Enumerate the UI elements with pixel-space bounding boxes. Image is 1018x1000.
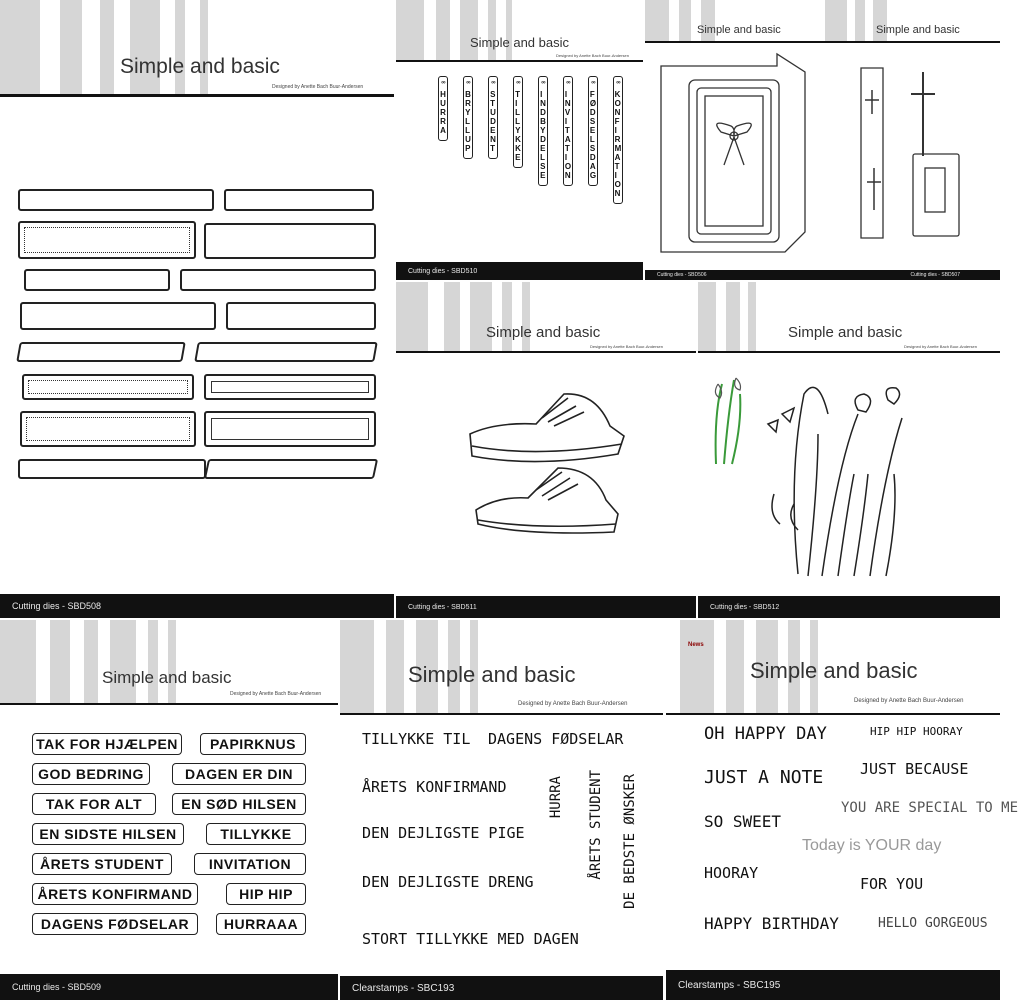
- label-die-flag-right: [180, 269, 376, 291]
- stamp-phrase-vertical: HURRA: [548, 776, 564, 819]
- tag-hole-icon: ∞: [491, 80, 495, 86]
- stamp-phrase: DEN DEJLIGSTE DRENG: [362, 873, 534, 891]
- product-panel-sbd511[interactable]: [396, 282, 696, 618]
- label-die-framed: [204, 411, 376, 447]
- tag-hole-icon: ∞: [616, 80, 620, 86]
- stamp-phrase: ÅRETS KONFIRMAND: [362, 778, 507, 796]
- tag-hole-icon: ∞: [591, 80, 595, 86]
- product-footer: [645, 270, 1000, 280]
- brand-name: Simple and basic: [102, 668, 232, 687]
- brand-name: Simple and basic: [408, 662, 576, 687]
- tag-die: [588, 76, 598, 186]
- label-stamp: EN SØD HILSEN: [172, 793, 306, 815]
- stamp-phrase: STORT TILLYKKE MED DAGEN: [362, 930, 579, 948]
- designer-credit: Designed by Anette Bach Buur-Andersen: [272, 84, 364, 90]
- brand-name-right: Simple and basic: [876, 24, 960, 36]
- product-panel-sbd512[interactable]: [698, 282, 1000, 618]
- tag-die-label: B R Y L L U P: [465, 90, 471, 153]
- label-die-notched: [224, 189, 374, 211]
- tag-die-label: S T U D E N T: [490, 90, 496, 153]
- label-stamp: PAPIRKNUS: [200, 733, 306, 755]
- footer-right-code: Cutting dies - SBD507: [910, 272, 960, 278]
- product-footer: Cutting dies - SBD510: [396, 262, 643, 280]
- product-footer: Cutting dies - SBD512: [698, 596, 1000, 618]
- brand-name: Simple and basic: [750, 658, 918, 683]
- label-die-stitched: [18, 221, 196, 259]
- tag-hole-icon: ∞: [466, 80, 470, 86]
- tag-die-label: I N V I T A T I O N: [564, 90, 572, 180]
- news-badge: News: [688, 642, 704, 648]
- brand-name: Simple and basic: [697, 24, 781, 36]
- label-die-plain: [18, 189, 214, 211]
- designer-credit: Designed by Anette Bach Buur-Andersen: [854, 698, 964, 704]
- stamp-phrase: HOORAY: [704, 864, 759, 882]
- brand-name: Simple and basic: [486, 324, 601, 341]
- label-die-strip-left: [18, 459, 206, 479]
- label-stamp: INVITATION: [194, 853, 306, 875]
- product-footer: Cutting dies - SBD508: [0, 594, 394, 618]
- label-die-slant-left: [16, 342, 186, 362]
- label-die-wavy-left: [20, 302, 216, 330]
- label-stamp: TAK FOR HJÆLPEN: [32, 733, 182, 755]
- stamp-phrase: SO SWEET: [704, 812, 782, 831]
- product-footer: Clearstamps - SBC193: [340, 976, 663, 1000]
- tag-hole-icon: ∞: [516, 80, 520, 86]
- stamp-phrase: DAGENS FØDSELAR: [488, 730, 624, 748]
- designer-credit: Designed by Anette Bach Buur-Andersen: [904, 344, 977, 349]
- stamp-phrase: JUST BECAUSE: [860, 760, 969, 778]
- tag-die: [438, 76, 448, 141]
- label-die-flag-left: [24, 269, 170, 291]
- stamp-phrase: DEN DEJLIGSTE PIGE: [362, 824, 525, 842]
- product-footer: Cutting dies - SBD511: [396, 596, 696, 618]
- sneaker-dies-illustration: [396, 372, 696, 572]
- label-stamp: ÅRETS STUDENT: [32, 853, 172, 875]
- tag-die: [513, 76, 523, 168]
- snowdrop-dies-illustration: [698, 354, 1000, 594]
- designer-credit: Designed by Anette Bach Buur-Andersen: [556, 53, 629, 58]
- brand-name: Simple and basic: [120, 55, 280, 78]
- stamp-phrase: YOU ARE SPECIAL TO ME: [841, 800, 1018, 816]
- product-footer: Cutting dies - SBD509: [0, 974, 338, 1000]
- label-die-large: [204, 223, 376, 259]
- tag-hole-icon: ∞: [441, 80, 445, 86]
- label-stamp: HURRAAA: [216, 913, 306, 935]
- stamp-phrase: HIP HIP HOORAY: [870, 725, 963, 738]
- label-stamp: DAGEN ER DIN: [172, 763, 306, 785]
- designer-credit: Designed by Anette Bach Buur-Andersen: [518, 701, 628, 707]
- label-die-ticket: [204, 374, 376, 400]
- label-die-slant-right: [194, 342, 378, 362]
- label-stamp: GOD BEDRING: [32, 763, 150, 785]
- tag-hole-icon: ∞: [541, 80, 545, 86]
- tag-die-label: K O N F I R M A T I O N: [614, 90, 622, 198]
- brand-name: Simple and basic: [470, 35, 569, 50]
- product-panel-sbd510[interactable]: [396, 0, 643, 280]
- label-stamp: ÅRETS KONFIRMAND: [32, 883, 198, 905]
- stamp-phrase: Today is YOUR day: [802, 837, 942, 854]
- product-panel-sbd506-507[interactable]: [645, 0, 1000, 280]
- tag-die: [538, 76, 548, 186]
- stamp-phrase: OH HAPPY DAY: [704, 724, 827, 744]
- stamp-phrase: TILLYKKE TIL: [362, 730, 471, 748]
- stamp-phrase: JUST A NOTE: [704, 767, 824, 788]
- stamp-phrase: FOR YOU: [860, 875, 924, 893]
- tag-die-label: T I L L Y K K E: [515, 90, 521, 162]
- stamp-phrase: HELLO GORGEOUS: [878, 916, 988, 931]
- label-stamp: HIP HIP: [226, 883, 306, 905]
- product-panel-sbd508[interactable]: [0, 0, 394, 618]
- label-stamp: TAK FOR ALT: [32, 793, 156, 815]
- designer-credit: Designed by Anette Bach Buur-Andersen: [590, 344, 663, 349]
- product-panel-sbd509[interactable]: [0, 620, 338, 1000]
- tag-die-label: I N D B Y D E L S E: [540, 90, 546, 180]
- tag-die: [488, 76, 498, 159]
- label-die-banner: [22, 374, 194, 400]
- label-die-wavy-right: [226, 302, 376, 330]
- product-panel-sbc193[interactable]: [340, 620, 663, 1000]
- label-stamp: TILLYKKE: [206, 823, 306, 845]
- tag-hole-icon: ∞: [566, 80, 570, 86]
- tag-die: [563, 76, 573, 186]
- stamp-phrase: HAPPY BIRTHDAY: [704, 914, 839, 933]
- brand-name: Simple and basic: [788, 324, 903, 341]
- tag-die-label: H U R R A: [440, 90, 446, 135]
- label-stamp: DAGENS FØDSELAR: [32, 913, 198, 935]
- product-panel-sbc195[interactable]: [666, 620, 1018, 1000]
- tag-die: [463, 76, 473, 159]
- product-footer: Clearstamps - SBC195: [666, 970, 1000, 1000]
- designer-credit: Designed by Anette Bach Buur-Andersen: [230, 691, 322, 697]
- card-die-illustration: [645, 42, 1000, 280]
- label-die-stitched-2: [20, 411, 196, 447]
- label-stamp: EN SIDSTE HILSEN: [32, 823, 184, 845]
- tag-die: [613, 76, 623, 204]
- stamp-phrase-vertical: ÅRETS STUDENT: [588, 770, 604, 880]
- label-die-strip-right: [204, 459, 378, 479]
- tag-die-label: F Ø D S E L S D A G: [589, 90, 597, 180]
- stamp-phrase-vertical: DE BEDSTE ØNSKER: [622, 774, 638, 909]
- footer-left-code: Cutting dies - SBD506: [657, 272, 707, 278]
